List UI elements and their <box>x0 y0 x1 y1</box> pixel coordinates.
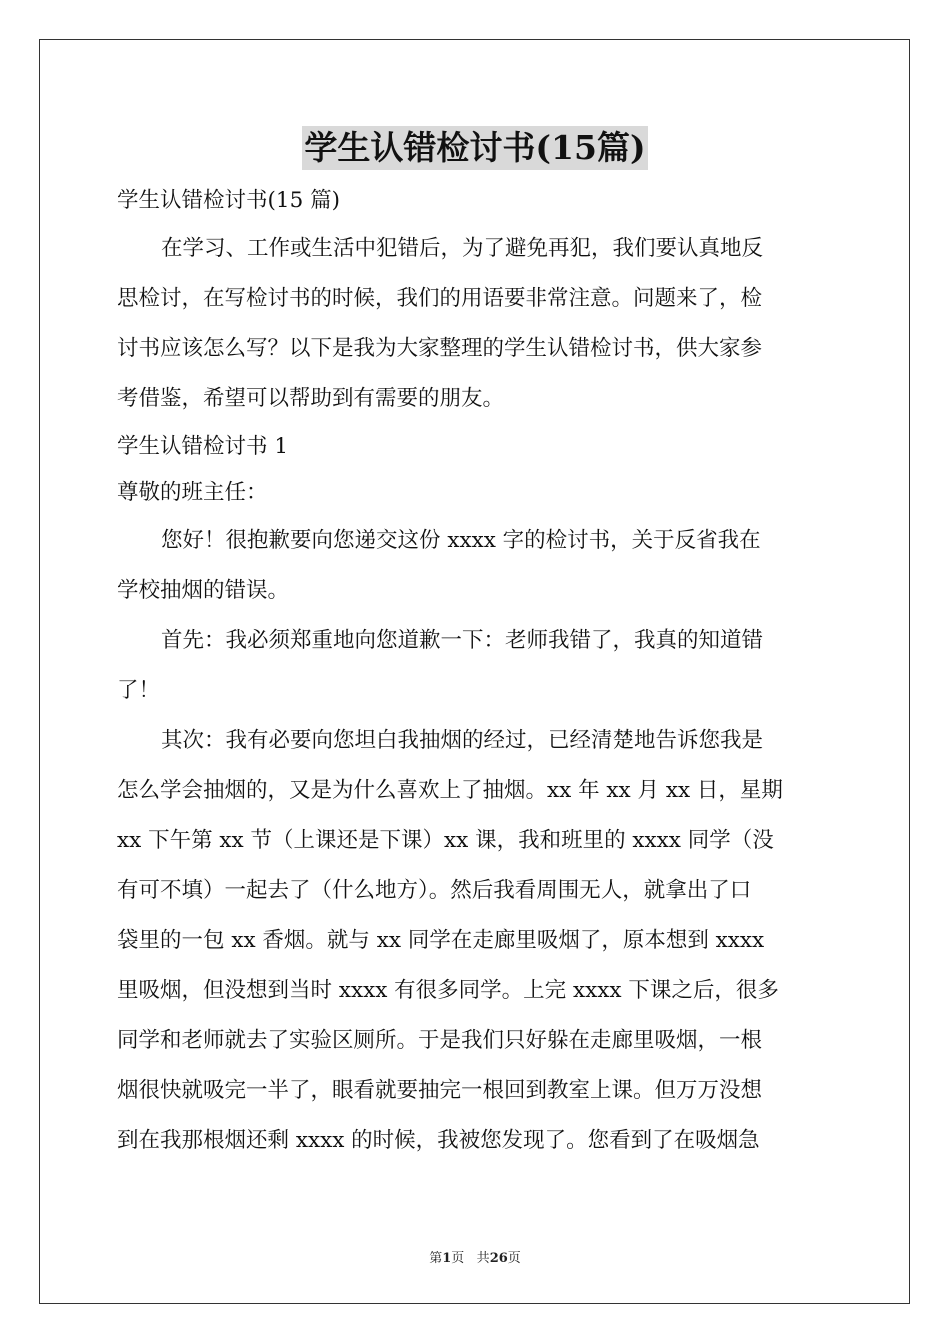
total-suffix: 页 <box>507 1251 521 1266</box>
paragraph-lines <box>117 224 835 1166</box>
title-container <box>0 126 950 170</box>
document-title: 学生认错检讨书(15篇) <box>302 126 647 170</box>
text-line: 首先：我必须郑重地向您道歉一下：老师我错了，我真的知道错 <box>161 628 764 653</box>
text-line: xx 下午第 xx 节（上课还是下课）xx 课，我和班里的 xxxx 同学（没 <box>117 828 774 853</box>
page-suffix: 页 <box>451 1251 465 1266</box>
text-line: 里吸烟，但没想到当时 xxxx 有很多同学。上完 xxxx 下课之后，很多 <box>117 978 779 1003</box>
section-heading: 尊敬的班主任： <box>117 480 268 505</box>
text-line: 在学习、工作或生活中犯错后，为了避免再犯，我们要认真地反 <box>161 236 764 261</box>
text-line: 思检讨，在写检讨书的时候，我们的用语要非常注意。问题来了，检 <box>117 286 763 311</box>
text-line: 袋里的一包 xx 香烟。就与 xx 同学在走廊里吸烟了，原本想到 xxxx <box>117 928 765 953</box>
text-line: 烟很快就吸完一半了，眼看就要抽完一根回到教室上课。但万万没想 <box>117 1078 763 1103</box>
text-line: 考借鉴，希望可以帮助到有需要的朋友。 <box>117 386 505 411</box>
text-line: 有可不填）一起去了（什么地方）。然后我看周围无人，就拿出了口 <box>117 878 752 903</box>
text-line: 怎么学会抽烟的，又是为什么喜欢上了抽烟。xx 年 xx 月 xx 日，星期 <box>117 778 783 803</box>
text-line: 了！ <box>117 678 161 703</box>
text-line: 讨书应该怎么写？以下是我为大家整理的学生认错检讨书，供大家参 <box>117 336 763 361</box>
text-line: 您好！很抱歉要向您递交这份 xxxx 字的检讨书，关于反省我在 <box>161 528 761 553</box>
page-total: 26 <box>489 1251 508 1266</box>
section-heading: 学生认错检讨书 1 <box>117 434 289 459</box>
document-subtitle: 学生认错检讨书(15 篇) <box>117 188 340 213</box>
total-prefix: 共 <box>476 1251 490 1266</box>
text-line: 其次：我有必要向您坦白我抽烟的经过，已经清楚地告诉您我是 <box>161 728 764 753</box>
page-prefix: 第 <box>429 1251 443 1266</box>
text-line: 到在我那根烟还剩 xxxx 的时候，我被您发现了。您看到了在吸烟急 <box>117 1128 760 1153</box>
document-body <box>117 178 835 1166</box>
page-current: 1 <box>442 1251 452 1266</box>
text-line: 同学和老师就去了实验区厕所。于是我们只好躲在走廊里吸烟，一根 <box>117 1028 763 1053</box>
page-footer <box>0 1247 950 1266</box>
text-line: 学校抽烟的错误。 <box>117 578 290 603</box>
